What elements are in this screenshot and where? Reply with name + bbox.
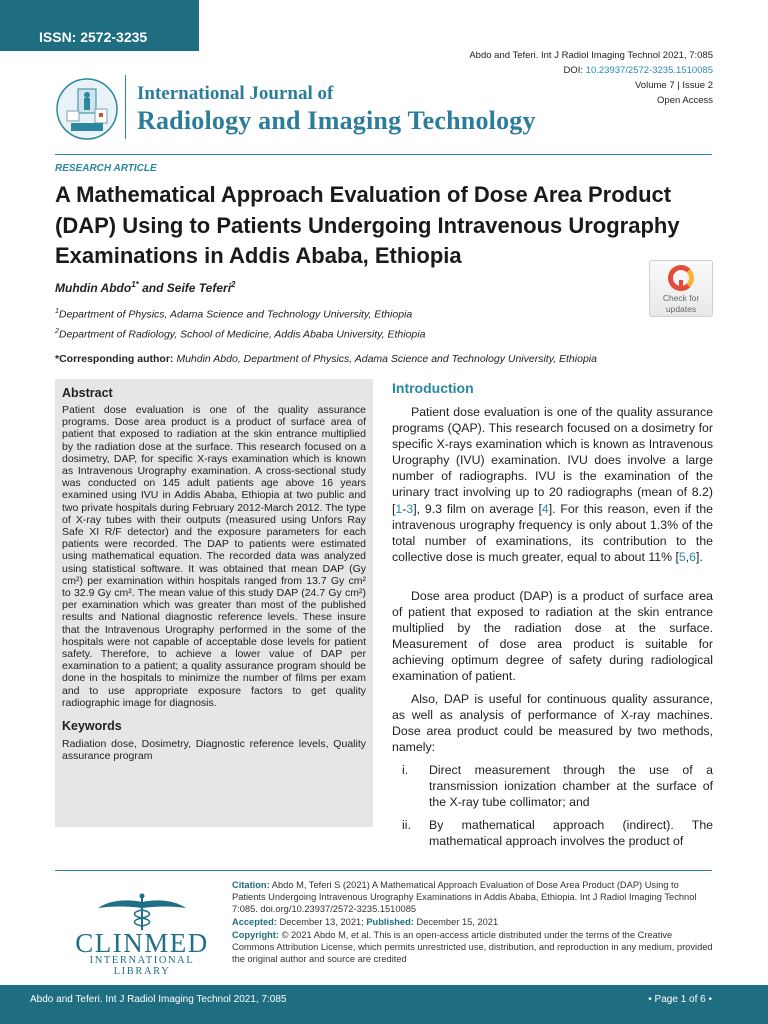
copyright-label: Copyright: [232,930,279,940]
list-text: Direct measurement through the use of a transmission ionization chamber at the surface of the X-ray tube collimator; and [429,763,713,810]
corresponding-text: Muhdin Abdo, Department of Physics, Adama Science and Technology University, Ethiopia [173,353,597,365]
caduceus-icon [62,892,222,932]
intro-paragraph-2 [392,588,713,685]
p1-text-1: Patient dose evaluation is one of the quality assurance programs (QAP). This research focused on a dosimetry for specific X-rays examination which is known as Intravenous Urography (IVU) examination. IVU does involve a large number of radiographs. IVU is the examination of the urinary tract involving up to 20 radiographs (mean of 8.2) [ [392,405,713,516]
author-conjunction: and [138,281,167,295]
p1-text-4: ]. For this reason, even if the intravenous urography frequency is only about 1.3% of the total number of examinations, its contribution to the collective dose is much greater, equal to about 11% [ [392,501,713,564]
list-item [392,762,713,810]
check-updates-line1: Check for [662,293,700,303]
article-title: A Mathematical Approach Evaluation of Dose Area Product (DAP) Using to Patients Undergoing Intravenous Urography Examinations in Addis Ababa, Ethiopia [55,182,680,268]
affiliation-2-text: Department of Radiology, School of Medicine, Addis Ababa University, Ethiopia [58,328,426,341]
ref-link[interactable]: 1 [395,501,403,516]
list-number: i. [402,763,409,777]
doi-line [469,63,713,78]
header-divider [125,75,126,139]
volume-issue: Volume 7 | Issue 2 [635,80,713,91]
dates [232,916,713,928]
ref-link[interactable]: 4 [541,501,549,516]
accepted-label: Accepted: [232,917,277,927]
open-access: Open Access [657,95,713,106]
publisher-sub: INTERNATIONAL LIBRARY [89,955,195,977]
p1-text-6: ]. [695,549,703,564]
published-date: December 15, 2021 [413,917,499,927]
page-number: • Page 1 of 6 • [648,994,712,1005]
citation [232,879,713,915]
corresponding-label: *Corresponding author: [55,353,174,365]
abstract-text: Patient dose evaluation is one of the quality assurance programs. Dose area product is a product of surface area of patient that exposed to radiation at the skin entrance multiplied by the radiation dose at the surface. This research focused on a dosimetry, DAP, for specific X-rays examination which is known as Intravenous Urography examination. A cross-sectional study was conducted on 145 adult patients age above 16 years examined using IVU in Addis Ababa, Ethiopia at two public and two private hospitals during February 2012-March 2012. The type of X-ray tubes with their outputs (measured using Unfors Ray Safe XI R/F detector) and the exposure parameters for each patients were recorded. The DAP to patients were estimated using mathematical equation. The recorded data was analyzed using statistical software. It was obtained that mean DAP (Gy cm²) per examination within hospitals ranged from 13.7 Gy cm² to 32.9 Gy cm². The mean value of this study DAP (24.7 Gy cm²) per examination which was greater than most of the published results and National diagnostic reference levels. These insure that the Intravenous Urography performed in the some of the hospitals were not capable of acceptable dose levels for patient safety. Therefore, to achieve a lower value of DAP per examination to a patient; a quality assurance program should be done in the hospitals to minimize the number of films per exam and to use appropriate exposure factors to get quality radiographic image for diagnosis. [62,404,366,709]
citation-label: Citation: [232,880,270,890]
p3-text: Also, DAP is useful for continuous quality assurance, as well as analysis of performance of X-ray machines. Dose area product could be measured by two methods, namely: [392,692,713,755]
list-text: By mathematical approach (indirect). The mathematical approach involves the product of [429,818,713,849]
article-meta [469,48,713,108]
check-updates-line2: updates [665,304,697,314]
ref-link[interactable]: 3 [406,501,414,516]
journal-title-line1: International Journal of [137,83,334,104]
check-updates-icon [668,265,694,291]
affiliation-1 [55,308,412,321]
keywords-heading: Keywords [62,719,122,734]
author-list [55,280,235,295]
intro-paragraph-1 [392,404,713,565]
citation-line: Abdo and Teferi. Int J Radiol Imaging Technol 2021, 7:085 [469,50,713,61]
doi-link[interactable]: 10.23937/2572-3235.1510085 [585,65,713,76]
ref-link[interactable]: 6 [689,549,696,564]
copyright-text: © 2021 Abdo M, et al. This is an open-access article distributed under the terms of the Creative Commons Attribution License, which permits unrestricted use, distribution, and reproduction in any medium, provided the original author and source are credited [232,930,713,964]
publisher-name: CLINMED [75,928,209,958]
affiliation-1-text: Department of Physics, Adama Science and Technology University, Ethiopia [58,308,413,321]
publisher-logo [62,892,222,977]
list-number: ii. [402,818,411,832]
journal-logo-icon [55,77,119,141]
intro-paragraph-3 [392,691,713,755]
p1-text-5: , [685,549,690,564]
page-footer [0,985,768,1024]
accepted-date: December 13, 2021; [276,917,367,927]
p2-text: Dose area product (DAP) is a product of surface area of patient that exposed to radiation at the skin entrance multiplied by the radiation dose at the surface. Measurement of dose area product is suitable for achieving optimum degree of safety during radiological examination of patient. [392,589,713,684]
introduction-heading: Introduction [392,380,474,396]
author-1[interactable]: Muhdin Abdo [55,281,132,295]
affiliation-1-sup: 1 [55,308,59,315]
copyright [232,929,713,965]
affiliation-2-sup: 2 [55,328,59,335]
journal-title-line2: Radiology and Imaging Technology [137,106,536,135]
header-rule [55,154,712,155]
citation-rule [55,870,712,871]
article-type: RESEARCH ARTICLE [55,163,157,174]
p1-text-2: - [402,501,407,516]
author-1-sup: 1* [131,280,139,289]
footer-citation: Abdo and Teferi. Int J Radiol Imaging Technol 2021, 7:085 [30,994,287,1005]
doi-label: DOI: [563,65,586,76]
p1-text-3: ], 9.3 film on average [ [413,501,542,516]
corresponding-author [55,353,597,365]
abstract-heading: Abstract [62,386,113,400]
abstract-box [55,379,373,827]
author-2-sup: 2 [231,280,236,289]
list-item [392,817,713,849]
affiliation-2 [55,328,425,341]
keywords-text: Radiation dose, Dosimetry, Diagnostic reference levels, Quality assurance program [62,738,366,763]
citation-block [232,879,713,966]
check-for-updates-button[interactable] [649,260,713,317]
issn-banner: ISSN: 2572-3235 [0,0,199,51]
author-2[interactable]: Seife Teferi [166,281,232,295]
published-label: Published: [366,917,414,927]
ref-link[interactable]: 5 [678,549,686,564]
citation-text: Abdo M, Teferi S (2021) A Mathematical Approach Evaluation of Dose Area Product (DAP) Using to Patients Undergoing Intravenous Urography Examinations in Addis Ababa, Ethiopia. Int J Radiol Imaging Technol 7:085. doi.org/10.23937/2572-3235.1510085 [232,880,697,914]
